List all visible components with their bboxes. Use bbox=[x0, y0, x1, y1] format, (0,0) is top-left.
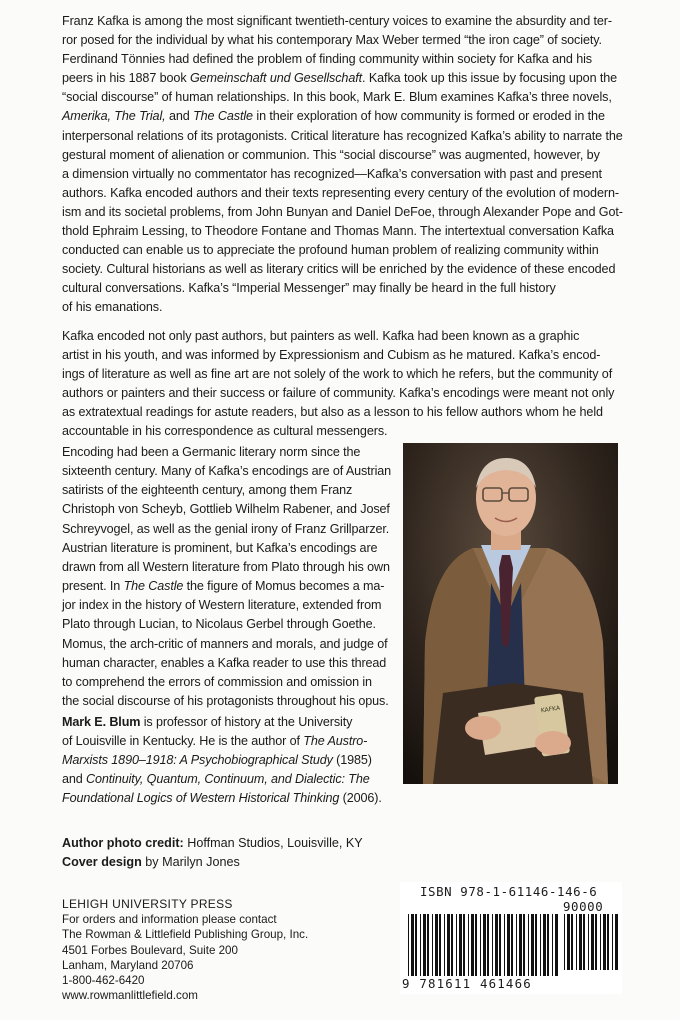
isbn-barcode bbox=[400, 882, 622, 994]
book-title-castle: The Castle bbox=[193, 109, 253, 124]
book-titles-novels: Amerika, The Trial, bbox=[62, 109, 166, 124]
book-spine-label: KAFKA bbox=[540, 704, 561, 715]
ean-bars bbox=[408, 914, 558, 976]
publisher-info: LEHIGH UNIVERSITY PRESS For orders and information please contact The Rowman & Littlefield Publishing Group, Inc. 4501 Forbes Boulevard, Suite 200 Lanham, Maryland 20706 1-800-462-6420 www.rowmanlittlefield.com bbox=[62, 897, 382, 1003]
cover-credit: Cover design by Marilyn Jones bbox=[62, 855, 240, 869]
summary-paragraph-2: Kafka encoded not only past authors, but painters as well. Kafka had been known as a graphic artist in his youth, and was informed by Expressionism and Cubism as he matured. Kafka’s encod- ings of literature as well as fine art are not solely of the work to which he refers, but the community of authors or painters and their success or failure of community. Kafka’s encodings were meant not only as extratextual readings for astute readers, but also as a lesson to his fellow authors whom he held accountable in his correspondence as cultural messengers. bbox=[62, 329, 615, 439]
summary-paragraph-1: Franz Kafka is among the most significant twentieth-century voices to examine the absurdity and ter- ror posed for the individual by what his contemporary Max Weber termed “the iron cage” of society. Ferdinand Tönnies had defined the problem of finding community within society for Kafka and his peers in his 1887 book Gemeinschaft und Gesellschaft. Kafka took up this issue by focusing upon the “social discourse” of human relationships. In this book, Mark E. Blum examines Kafka’s three novels, Amerika, The Trial, and The Castle in their exploration of how community is formed or eroded in the interpersonal relations of its protagonists. Critical literature has recognized Kafka’s ability to narrate the gestural moment of alienation or communion. This “social discourse” was augmented, however, by a dimension virtually no commentator has recognized—Kafka’s conversation with past and present authors. Kafka encoded authors and their texts representing every century of the evolution of modern- ism and its societal problems, from John Bunyan and Daniel DeFoe, through Alexander Pope and Got- thold Ephraim Lessing, to Theodore Fontane and Thomas Mann. The intertextual conversation Kafka conducted can enable us to appreciate the profound human problem of realizing community within society. Cultural historians as well as literary critics will be enriched by the evidence of these encoded cultural conversations. Kafka’s “Imperial Messenger” may finally be heard in the full history of his emanations. bbox=[62, 14, 623, 315]
book-title-gemeinschaft: Gemeinschaft und Gesellschaft bbox=[189, 71, 363, 86]
addon-bars bbox=[564, 914, 618, 970]
price-code: 90000 bbox=[563, 899, 604, 914]
publisher-phone: 1-800-462-6420 bbox=[62, 974, 145, 988]
book-title-castle-2: The Castle bbox=[123, 579, 184, 594]
credits bbox=[62, 834, 402, 872]
author-bio: Mark E. Blum is professor of history at the University of Louisville in Kentucky. He is the author of The Austro- Marxists 1890–1918: A Psychobiographical Study (1985) and Continuity, Quantum, Continuum, and Dialectic: The Foundational Logics of Western Historical Thinking (2006). bbox=[62, 715, 382, 806]
bio-book-1: Marxists 1890–1918: A Psychobiographical Study bbox=[62, 753, 333, 768]
bio-book-2: Foundational Logics of Western Historical Thinking bbox=[62, 791, 340, 806]
publisher-website: www.rowmanlittlefield.com bbox=[62, 989, 198, 1003]
isbn-label: ISBN 978-1-61146-146-6 bbox=[420, 884, 598, 899]
author-name: Mark E. Blum bbox=[62, 715, 141, 729]
author-photo bbox=[403, 443, 618, 784]
ean-digits: 9 781611 461466 bbox=[402, 976, 532, 991]
summary-paragraph-3: Encoding had been a Germanic literary norm since the sixteenth century. Many of Kafka’s encodings are of Austrian satirists of the eighteenth century, among them Franz Christoph von Scheyb, Gottlieb Wilhelm Rabener, and Josef Schreyvogel, as well as the genial irony of Franz Grillparzer. Austrian literature is prominent, but Kafka’s encodings are drawn from all Western literature from Plato through his own present. In The Castle the figure of Momus becomes a ma- jor index in the history of Western literature, extended from Plato through Lucian, to Nicolaus Gerbel through Goethe. Momus, the arch-critic of manners and morals, and judge of human character, enables a Kafka reader to use this thread to comprehend the errors of commission and omission in the social discourse of his protagonists throughout his opus. bbox=[62, 445, 392, 709]
photo-credit: Author photo credit: Hoffman Studios, Louisville, KY bbox=[62, 836, 363, 850]
author-portrait-illustration bbox=[403, 443, 618, 784]
publisher-name: LEHIGH UNIVERSITY PRESS bbox=[62, 897, 233, 911]
